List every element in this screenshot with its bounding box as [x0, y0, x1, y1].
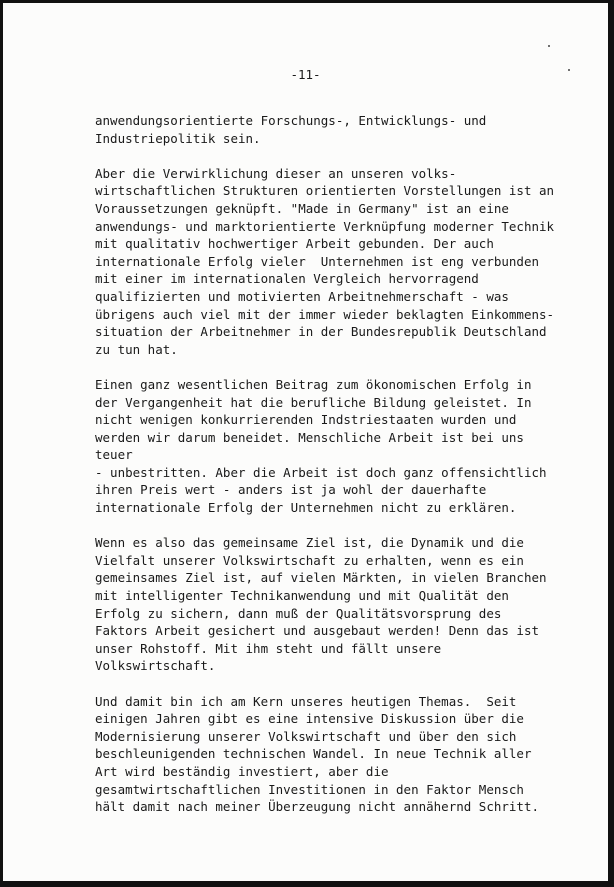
text-line: Vielfalt unserer Volkswirtschaft zu erhalten, wenn es ein	[95, 552, 524, 568]
paragraph-4	[95, 534, 595, 675]
text-line: Aber die Verwirklichung dieser an unseren volks-	[95, 165, 457, 181]
text-line: unser Rohstoff. Mit ihm steht und fällt unsere	[95, 640, 442, 656]
text-line: internationale Erfolg vieler Unternehmen ist eng verbunden	[95, 253, 540, 269]
text-line: ihren Preis wert - anders ist ja wohl der dauerhafte	[95, 482, 487, 498]
text-line: werden wir darum beneidet. Menschliche Arbeit ist bei uns	[95, 429, 524, 445]
text-line: Einen ganz wesentlichen Beitrag zum ökonomischen Erfolg in	[95, 376, 532, 392]
text-line: wirtschaftlichen Strukturen orientierten Vorstellungen ist an	[95, 183, 555, 199]
text-line: qualifizierten und motivierten Arbeitnehmerschaft - was	[95, 288, 509, 304]
text-line: - unbestritten. Aber die Arbeit ist doch ganz offensichtlich	[95, 464, 547, 480]
text-line: hält damit nach meiner Überzeugung nicht annähernd Schritt.	[95, 799, 540, 815]
text-line: der Vergangenheit hat die berufliche Bildung geleistet. In	[95, 394, 532, 410]
text-line: Und damit bin ich am Kern unseres heutigen Themas. Seit	[95, 693, 517, 709]
text-line: internationale Erfolg der Unternehmen nicht zu erklären.	[95, 500, 517, 516]
text-line: zu tun hat.	[95, 341, 178, 357]
text-line: gemeinsames Ziel ist, auf vielen Märkten, in vielen Branchen	[95, 570, 547, 586]
text-line: mit einer im internationalen Vergleich hervorragend	[95, 271, 479, 287]
text-line: situation der Arbeitnehmer in der Bundesrepublik Deutschland	[95, 324, 547, 340]
text-line: beschleunigenden technischen Wandel. In neue Technik aller	[95, 746, 532, 762]
text-line: Industriepolitik sein.	[95, 130, 261, 146]
text-line: teuer	[95, 447, 133, 463]
paragraph-3	[95, 376, 595, 517]
text-line: Volkswirtschaft.	[95, 658, 216, 674]
text-line: mit intelligenter Technikanwendung und mit Qualität den	[95, 588, 509, 604]
paragraph-5	[95, 693, 595, 816]
document-body	[95, 112, 595, 833]
text-line: einigen Jahren gibt es eine intensive Diskussion über die	[95, 711, 524, 727]
paragraph-2	[95, 165, 595, 359]
text-line: Modernisierung unserer Volkswirtschaft und über den sich	[95, 728, 517, 744]
scan-speck	[568, 69, 570, 71]
text-line: anwendungs- und marktorientierte Verknüpfung moderner Technik	[95, 218, 555, 234]
scan-speck	[548, 45, 550, 47]
text-line: gesamtwirtschaftlichen Investitionen in den Faktor Mensch	[95, 781, 524, 797]
text-line: übrigens auch viel mit der immer wieder beklagten Einkommens-	[95, 306, 555, 322]
text-line: Faktors Arbeit gesichert und ausgebaut werden! Denn das ist	[95, 623, 540, 639]
page-number: -11-	[290, 67, 321, 82]
text-line: anwendungsorientierte Forschungs-, Entwicklungs- und	[95, 113, 487, 128]
text-line: Wenn es also das gemeinsame Ziel ist, die Dynamik und die	[95, 535, 524, 551]
text-line: Erfolg zu sichern, dann muß der Qualitätsvorsprung des	[95, 605, 502, 621]
text-line: Art wird beständig investiert, aber die	[95, 763, 389, 779]
text-line: Voraussetzungen geknüpft. "Made in Germany" ist an eine	[95, 200, 509, 216]
text-line: mit qualitativ hochwertiger Arbeit gebunden. Der auch	[95, 236, 494, 252]
paragraph-1	[95, 112, 595, 147]
text-line: nicht wenigen konkurrierenden Indstriestaaten wurden und	[95, 412, 517, 428]
